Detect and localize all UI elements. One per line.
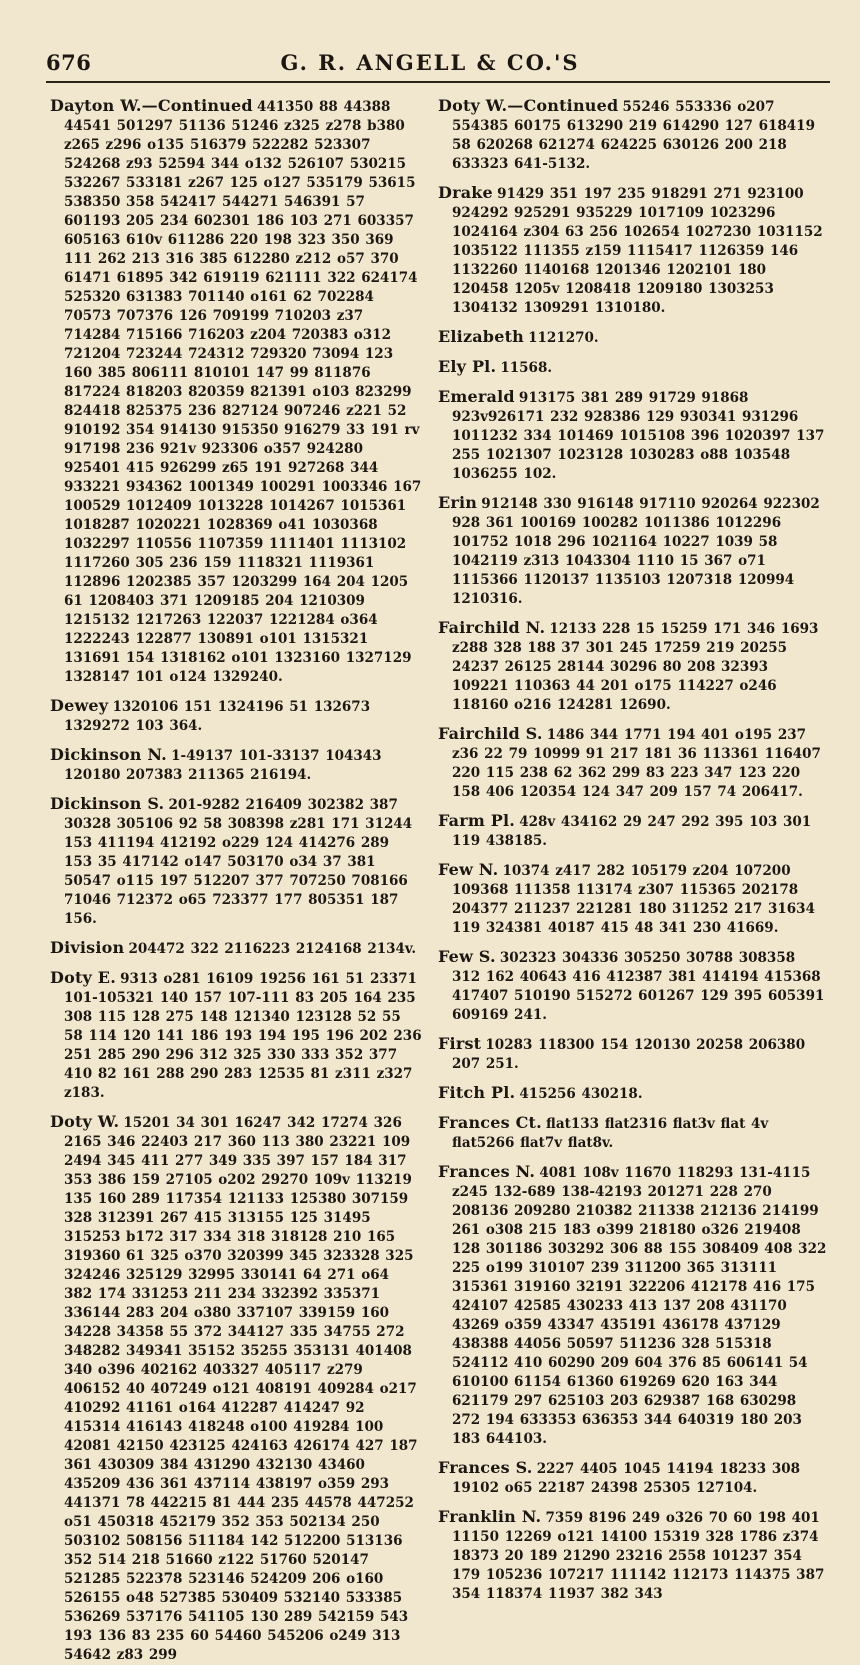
house-numbers: 91429 351 197 235 918291 271 923100 924292 925291 935229 1017109 1023296 1024164 z304 63 256 102654 1027230 1031152 1035122 111355 z159 1115417 1126359 146 1132260 1140168 1201346 1202101 180 120458 1205v 1208418 1209180 1303253 1304132 1309291 1310180.	[452, 186, 823, 316]
street-entry	[438, 724, 828, 802]
street-name: Frances N.	[438, 1162, 536, 1181]
street-name: Doty W.—Continued	[438, 96, 619, 115]
house-numbers: 9313 o281 16109 19256 161 51 23371 101-105321 140 157 107-111 83 205 164 235 308 115 128 275 148 121340 123128 52 55 58 114 120 141 186 193 194 195 196 202 236 251 285 290 296 312 325 330 333 352 377 410 82 161 288 290 283 12535 81 z311 z327 z183.	[64, 971, 422, 1101]
house-numbers: 913175 381 289 91729 91868 923v926171 232 928386 129 930341 931296 1011232 334 101469 1015108 396 1020397 137 255 1021307 1023128 1030283 o88 103548 1036255 102.	[452, 390, 825, 482]
house-numbers: 302323 304336 305250 30788 308358 312 162 40643 416 412387 381 414194 415368 417407 510190 515272 601267 129 395 605391 609169 241.	[452, 950, 825, 1023]
street-name: Franklin N.	[438, 1507, 542, 1526]
house-numbers: 11568.	[500, 360, 553, 376]
street-entry	[50, 968, 422, 1103]
street-entry	[50, 938, 422, 959]
street-entry	[438, 618, 828, 715]
house-numbers: 55246 553336 o207 554385 60175 613290 219 614290 127 618419 58 620268 621274 624225 630126 200 218 633323 641-5132.	[452, 99, 815, 172]
street-name: Frances S.	[438, 1458, 533, 1477]
street-entry	[438, 327, 828, 348]
street-entry	[438, 1083, 828, 1104]
street-name: Doty E.	[50, 968, 116, 987]
street-name: First	[438, 1034, 482, 1053]
street-name: Dickinson N.	[50, 745, 167, 764]
street-entry	[438, 1458, 828, 1498]
street-entry	[438, 1034, 828, 1074]
street-name: Farm Pl.	[438, 811, 516, 830]
street-name: Few S.	[438, 947, 496, 966]
house-numbers: 4081 108v 11670 118293 131-4115 z245 132-689 138-42193 201271 228 270 208136 209280 210382 211338 212136 214199 261 o308 215 183 o399 218180 o326 219408 128 301186 303292 306 88 155 308409 408 322 225 o199 310107 239 311200 365 313111 315361 319160 32191 322206 412178 416 175 424107 42585 430233 413 137 208 431170 43269 o359 43347 435191 436178 437129 438388 44056 50597 511236 328 515318 524112 410 60290 209 604 376 85 606141 54 610100 61154 61360 619269 620 163 344 621179 297 625103 203 629387 168 630298 272 194 633353 636353 344 640319 180 203 183 644103.	[452, 1165, 827, 1447]
street-entry	[438, 811, 828, 851]
street-entry	[438, 387, 828, 484]
street-name: Frances Ct.	[438, 1113, 542, 1132]
street-name: Fitch Pl.	[438, 1083, 516, 1102]
house-numbers: 912148 330 916148 917110 920264 922302 928 361 100169 100282 1011386 1012296 101752 1018 296 1021164 10227 1039 58 1042119 z313 1043304 1110 15 367 o71 1115366 1120137 1135103 1207318 120994 1210316.	[452, 496, 820, 607]
right-column	[438, 96, 828, 1602]
house-numbers: 10283 118300 154 120130 20258 206380 207 251.	[452, 1037, 806, 1072]
street-name: Doty W.	[50, 1112, 120, 1131]
street-entry	[50, 96, 422, 687]
house-numbers: 15201 34 301 16247 342 17274 326 2165 346 22403 217 360 113 380 23221 109 2494 345 411 277 349 335 397 157 184 317 353 386 159 27105 o202 29270 109v 113219 135 160 289 117354 121133 125380 307159 328 312391 267 415 313155 125 31495 315253 b172 317 334 318 318128 210 165 319360 61 325 o370 320399 345 323328 325 324246 325129 32995 330141 64 271 o64 382 174 331253 211 234 332392 335371 336144 283 204 o380 337107 339159 160 34228 34358 55 372 344127 335 34755 272 348282 349341 35152 35255 353131 401408 340 o396 402162 403327 405117 z279 406152 40 407249 o121 408191 409284 o217 410292 41161 o164 412287 414247 92 415314 416143 418248 o100 419284 100 42081 42150 423125 424163 426174 427 187 361 430309 384 431290 432130 43460 435209 436 361 437114 438197 o359 293 441371 78 442215 81 444 235 44578 447252 o51 450318 452179 352 353 502134 250 503102 508156 511184 142 512200 513136 352 514 218 51660 z122 51760 520147 521285 522378 523146 524209 206 o160 526155 o48 527385 530409 532140 533385 536269 537176 541105 130 289 542159 543 193 136 83 235 60 54460 545206 o249 313 54642 z83 299	[64, 1115, 418, 1663]
house-numbers: 1-49137 101-33137 104343 120180 207383 211365 216194.	[64, 748, 382, 783]
street-name: Emerald	[438, 387, 515, 406]
street-entry	[438, 96, 828, 174]
street-entry	[50, 745, 422, 785]
street-entry	[50, 1112, 422, 1665]
header-rule	[46, 81, 830, 83]
street-entry	[438, 1162, 828, 1449]
page-number: 676	[46, 50, 92, 75]
street-name: Dickinson S.	[50, 794, 165, 813]
house-numbers: 428v 434162 29 247 292 395 103 301 119 438185.	[452, 814, 812, 849]
street-name: Elizabeth	[438, 327, 524, 346]
street-entry	[438, 183, 828, 318]
street-name: Ely Pl.	[438, 357, 497, 376]
street-entry	[50, 696, 422, 736]
house-numbers: 1320106 151 1324196 51 132673 1329272 103 364.	[64, 699, 371, 734]
house-numbers: 201-9282 216409 302382 387 30328 305106 92 58 308398 z281 171 31244 153 411194 412192 o229 124 414276 289 153 35 417142 o147 503170 o34 37 381 50547 o115 197 512207 377 707250 708166 71046 712372 o65 723377 177 805351 187 156.	[64, 797, 413, 927]
street-entry	[438, 493, 828, 609]
house-numbers: 1486 344 1771 194 401 o195 237 z36 22 79 10999 91 217 181 36 113361 116407 220 115 238 62 362 299 83 223 347 123 220 158 406 120354 124 347 209 157 74 206417.	[452, 727, 821, 800]
left-column	[50, 96, 422, 1663]
street-name: Division	[50, 938, 125, 957]
house-numbers: 441350 88 44388 44541 501297 51136 51246 z325 z278 b380 z265 z296 o135 516379 522282 523307 524268 z93 52594 344 o132 526107 530215 532267 533181 z267 125 o127 535179 53615 538350 358 542417 544271 546391 57 601193 205 234 602301 186 103 271 603357 605163 610v 611286 220 198 323 350 369 111 262 213 316 385 612280 z212 o57 370 61471 61895 342 619119 621111 322 624174 525320 631383 701140 o161 62 702284 70573 707376 126 709199 710203 z37 714284 715166 716203 z204 720383 o312 721204 723244 724312 729320 73094 123 160 385 806111 810101 147 99 811876 817224 818203 820359 821391 o103 823299 824418 825375 236 827124 907246 z221 52 910192 354 914130 915350 916279 33 191 rv 917198 236 921v 923306 o357 924280 925401 415 926299 z65 191 927268 344 933221 934362 1001349 100291 1003346 167 100529 1012409 1013228 1014267 1015361 1018287 1020221 1028369 o41 1030368 1032297 110556 1107359 1111401 1113102 1117260 305 236 159 1118321 1119361 112896 1202385 357 1203299 164 204 1205 61 1208403 371 1209185 204 1210309 1215132 1217263 122037 1221284 o364 1222243 122877 130891 o101 1315321 131691 154 1318162 o101 1323160 1327129 1328147 101 o124 1329240.	[64, 99, 422, 685]
house-numbers: 204472 322 2116223 2124168 2134v.	[128, 941, 417, 957]
street-entry	[438, 1507, 828, 1604]
house-numbers: 7359 8196 249 o326 70 60 198 401 11150 12269 o121 14100 15319 328 1786 z374 18373 20 189 21290 23216 2558 101237 354 179 105236 107217 111142 112173 114375 387 354 118374 11937 382 343	[452, 1510, 825, 1602]
street-entry	[438, 1113, 828, 1153]
street-name: Dewey	[50, 696, 109, 715]
house-numbers: 2227 4405 1045 14194 18233 308 19102 o65 22187 24398 25305 127104.	[452, 1461, 801, 1496]
street-name: Fairchild N.	[438, 618, 546, 637]
street-entry	[50, 794, 422, 929]
house-numbers: 10374 z417 282 105179 z204 107200 109368 111358 113174 z307 115365 202178 204377 211237 221281 180 311252 217 31634 119 324381 40187 415 48 341 230 41669.	[452, 863, 815, 936]
house-numbers: 1121270.	[528, 330, 599, 346]
house-numbers: 12133 228 15 15259 171 346 1693 z288 328 188 37 301 245 17259 219 20255 24237 26125 28144 30296 80 208 32393 109221 110363 44 201 o175 114227 o246 118160 o216 124281 12690.	[452, 621, 819, 713]
street-name: Few N.	[438, 860, 499, 879]
house-numbers: flat133 flat2316 flat3v flat 4v flat5266 flat7v flat8v.	[452, 1116, 769, 1151]
street-entry	[438, 357, 828, 378]
street-name: Dayton W.—Continued	[50, 96, 253, 115]
street-entry	[438, 947, 828, 1025]
running-title: G. R. ANGELL & CO.'S	[280, 50, 580, 75]
street-name: Fairchild S.	[438, 724, 543, 743]
street-entry	[438, 860, 828, 938]
house-numbers: 415256 430218.	[519, 1086, 643, 1102]
street-name: Drake	[438, 183, 493, 202]
street-name: Erin	[438, 493, 478, 512]
